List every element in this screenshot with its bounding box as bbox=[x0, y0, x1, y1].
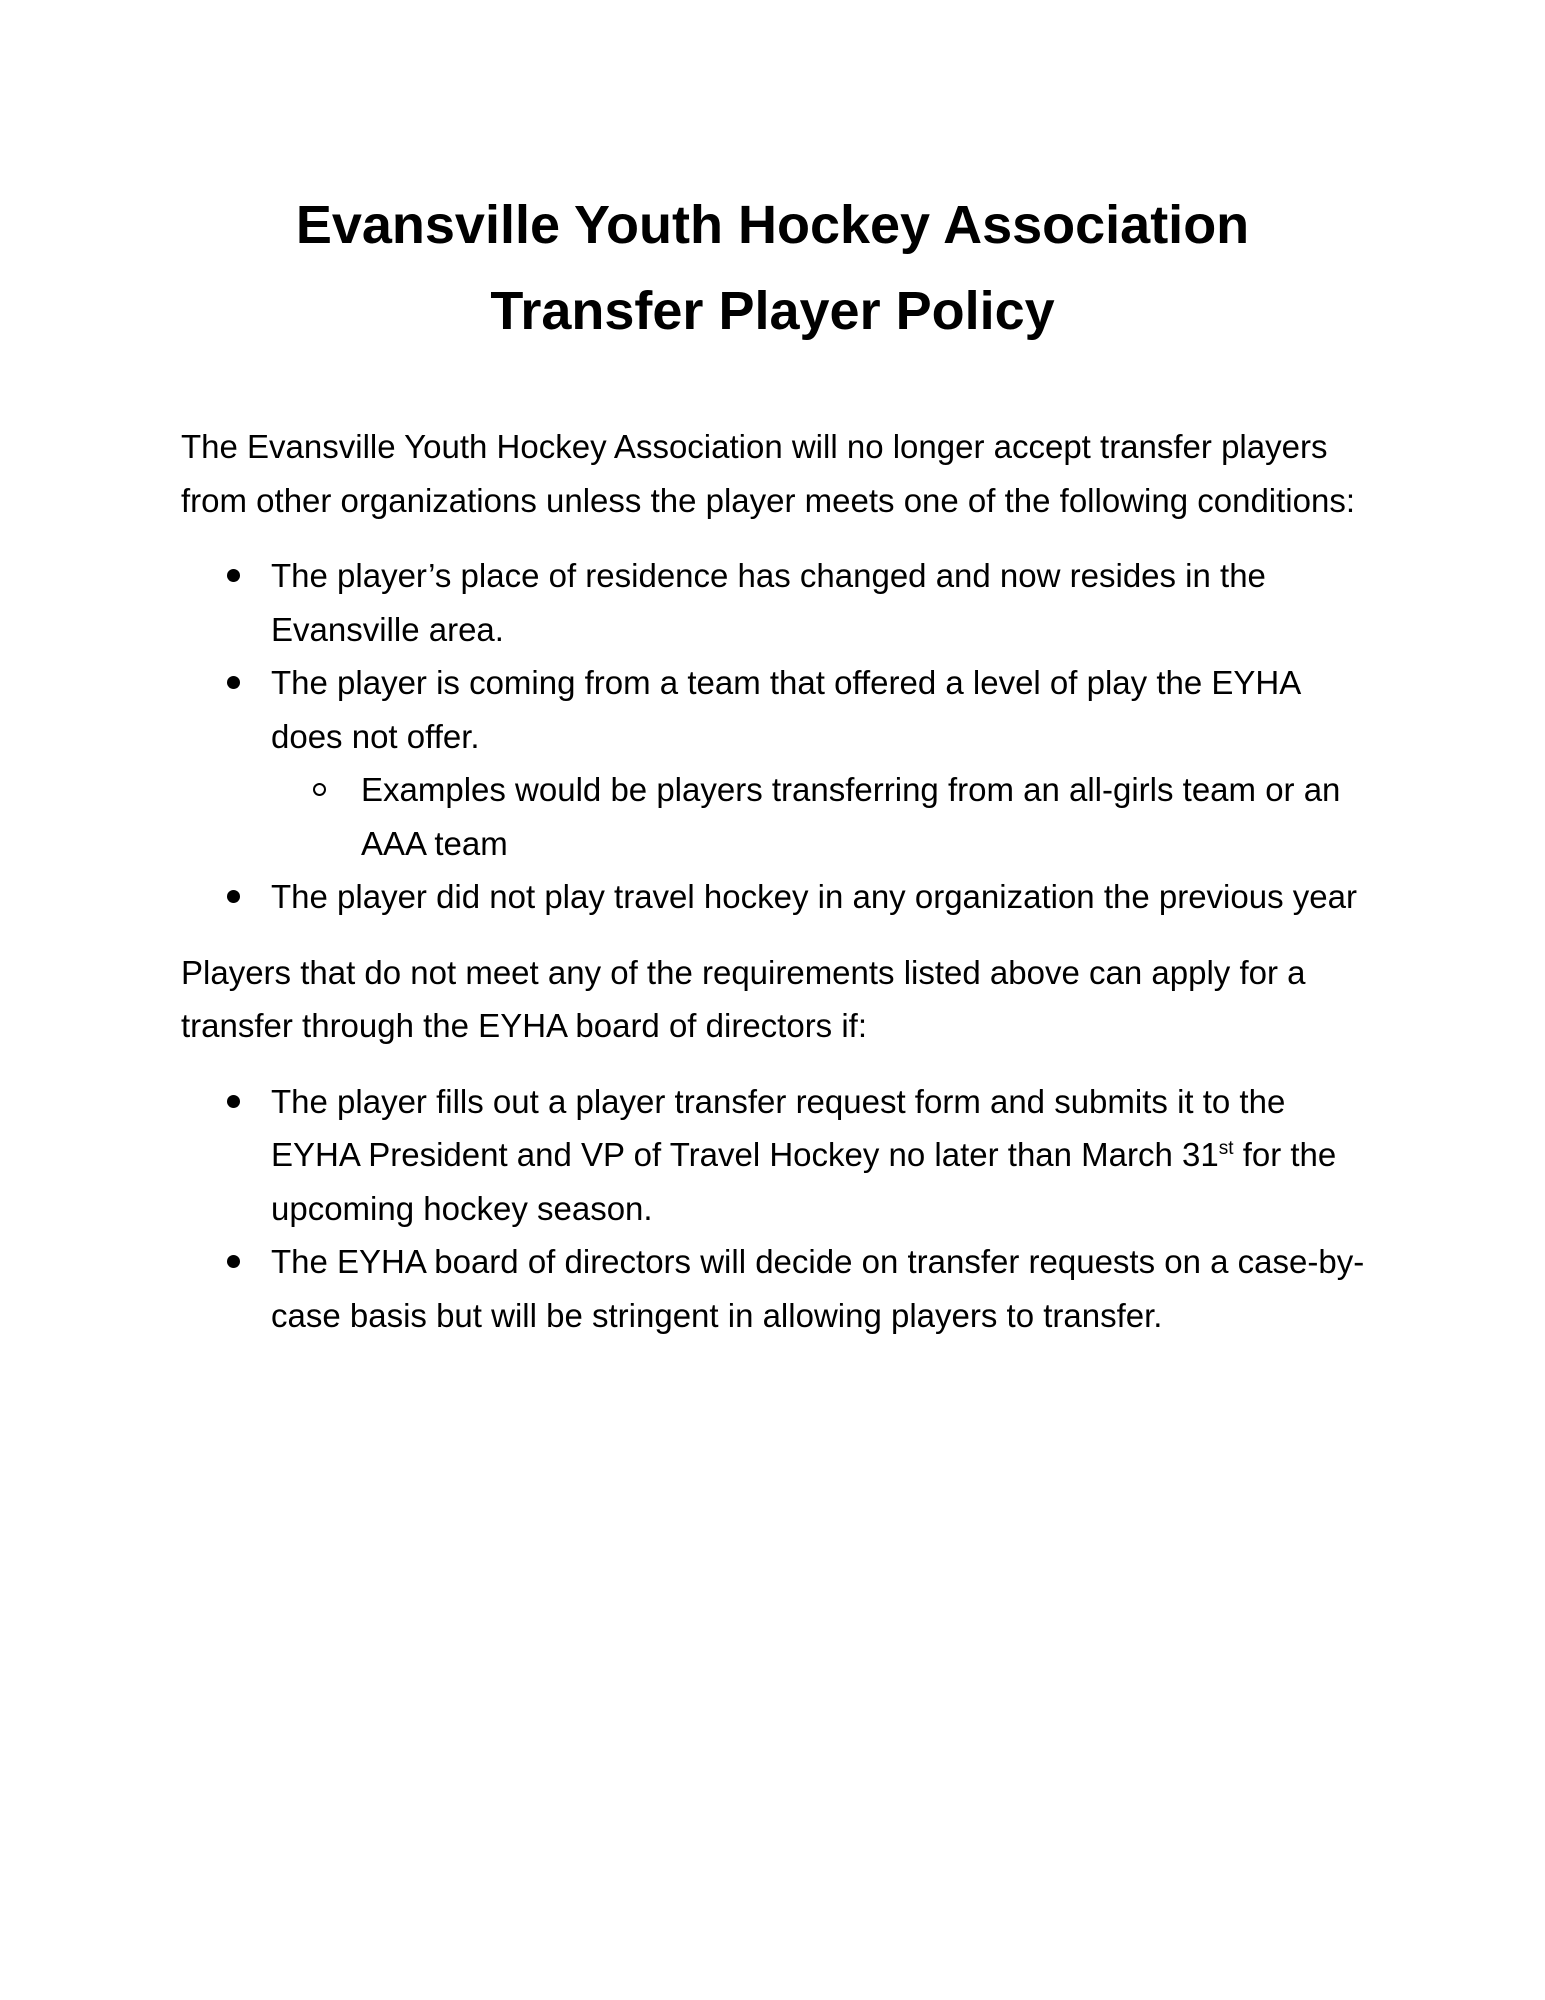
condition-text: The player did not play travel hockey in any organization the previous year bbox=[271, 878, 1357, 915]
list-item bbox=[181, 1075, 1371, 1236]
requirement-text: The EYHA board of directors will decide on transfer requests on a case-by-case basis but will be stringent in allowing players to transfer. bbox=[271, 1243, 1365, 1334]
bullet-icon bbox=[227, 676, 240, 689]
hollow-bullet-icon bbox=[313, 783, 326, 796]
title-line-2: Transfer Player Policy bbox=[490, 281, 1055, 341]
document-body bbox=[181, 420, 1371, 1364]
sub-item-text: Examples would be players transferring from an all-girls team or an AAA team bbox=[361, 771, 1341, 862]
bullet-icon bbox=[227, 569, 240, 582]
bullet-icon bbox=[227, 890, 240, 903]
ordinal-suffix: st bbox=[1218, 1138, 1234, 1159]
requirement-text-main: The player fills out a player transfer request form and submits it to the EYHA President and VP of Travel Hockey no later than March 31 bbox=[271, 1082, 1286, 1173]
intro-paragraph: The Evansville Youth Hockey Association will no longer accept transfer players from other organizations unless the player meets one of the following conditions: bbox=[181, 428, 1355, 519]
list-item bbox=[181, 870, 1371, 924]
requirement-text-end: for the upcoming hockey season. bbox=[271, 1136, 1337, 1227]
condition-sub-list bbox=[271, 763, 1371, 870]
conditions-list bbox=[181, 549, 1371, 924]
document-title bbox=[0, 182, 1545, 354]
condition-text: The player’s place of residence has changed and now resides in the Evansville area. bbox=[271, 557, 1266, 648]
list-item bbox=[181, 549, 1371, 656]
list-item bbox=[181, 656, 1371, 870]
condition-text: The player is coming from a team that offered a level of play the EYHA does not offer. bbox=[271, 664, 1300, 755]
bullet-icon bbox=[227, 1095, 240, 1108]
sub-list-item bbox=[271, 763, 1371, 870]
requirements-list bbox=[181, 1075, 1371, 1343]
title-line-1: Evansville Youth Hockey Association bbox=[295, 195, 1250, 255]
followup-paragraph: Players that do not meet any of the requirements listed above can apply for a transfer through the EYHA board of directors if: bbox=[181, 953, 1306, 1044]
list-item bbox=[181, 1235, 1371, 1342]
bullet-icon bbox=[227, 1255, 240, 1268]
